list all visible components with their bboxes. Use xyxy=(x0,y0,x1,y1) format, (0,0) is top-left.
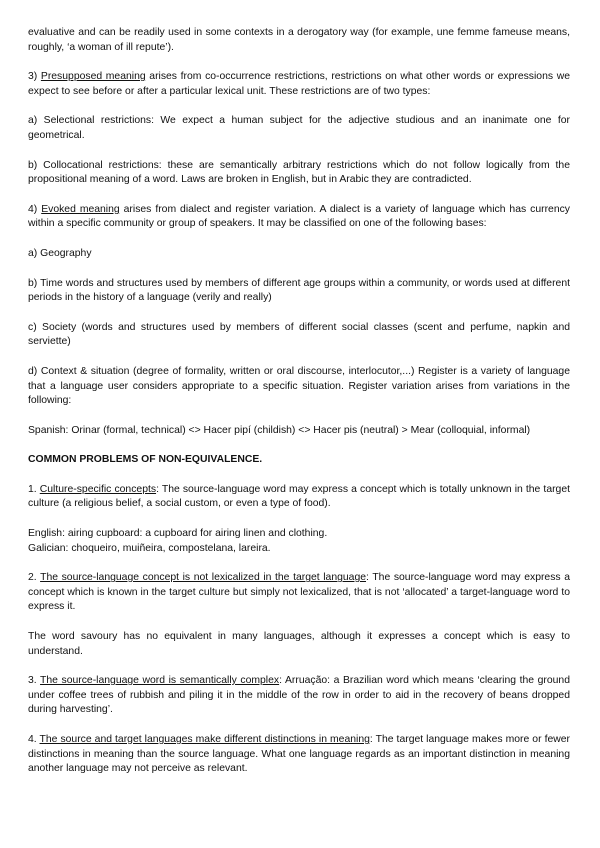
paragraph-semantically-complex xyxy=(28,674,570,718)
paragraph-collocational-restrictions: b) Collocational restrictions: these are semantically arbitrary restrictions which do not follow logically from the propositional meaning of a word. Laws are broken in English, but in Arabic they are contradicted. xyxy=(28,159,570,186)
paragraph-time: b) Time words and structures used by members of different age groups within a community, or words used at different periods in the history of a language (verily and really) xyxy=(28,277,570,304)
term-different-distinctions: The source and target languages make different distinctions in meaning xyxy=(39,734,370,745)
definition-text: : The target language makes more or fewer distinctions in meaning than the source language. What one language regards as an important distinction in meaning another language may not perceive as relevant. xyxy=(28,734,570,775)
paragraph-evoked-meaning xyxy=(28,203,570,232)
paragraph-context-situation: d) Context & situation (degree of formality, written or oral discourse, interlocutor,...) Register is a variety of language that a language user considers appropriate to a specific situation. Register variation arises from variations in the following: xyxy=(28,365,570,407)
paragraph-not-lexicalized xyxy=(28,571,570,615)
item-number: 3) xyxy=(28,71,41,83)
paragraph-different-distinctions xyxy=(28,733,570,777)
example-english: English: airing cupboard: a cupboard for airing linen and clothing. xyxy=(28,528,328,540)
paragraph-selectional-restrictions: a) Selectional restrictions: We expect a human subject for the adjective studious and an inanimate one for geometrical. xyxy=(28,115,570,141)
definition-text: : Arruação: a Brazilian word which means ‘clearing the ground under coffee trees of rubbish and piling it in the middle of the row in order to aid in the recovery of beans dropped during harvesting’. xyxy=(28,675,570,716)
term-evoked-meaning: Evoked meaning xyxy=(41,203,120,215)
paragraph-evaluative: evaluative and can be readily used in some contexts in a derogatory way (for example, une femme fameuse means, roughly, ‘a woman of ill repute’). xyxy=(28,27,570,53)
section-heading: COMMON PROBLEMS OF NON-EQUIVALENCE. xyxy=(28,454,263,466)
item-number: 1. xyxy=(28,483,40,495)
paragraph-culture-specific xyxy=(28,483,570,512)
definition-text: : The source-language word may express a concept which is known in the target culture but simply not lexicalized, that is not ‘allocated’ a target-language word to express it. xyxy=(28,572,570,613)
paragraph-society: c) Society (words and structures used by members of different social classes (scent and perfume, napkin and serviette) xyxy=(28,321,570,348)
paragraph-savoury-example: The word savoury has no equivalent in many languages, although it expresses a concept which is easy to understand. xyxy=(28,631,570,657)
item-number: 4. xyxy=(28,734,40,745)
term-culture-specific-concepts: Culture-specific concepts xyxy=(39,483,157,495)
term-semantically-complex: The source-language word is semantically complex xyxy=(40,675,280,687)
paragraph-spanish-example: Spanish: Orinar (formal, technical) <> Hacer pipí (childish) <> Hacer pis (neutral) > Mear (colloquial, informal) xyxy=(28,424,531,436)
item-number: 3. xyxy=(28,675,41,687)
example-galician: Galician: choqueiro, muiñeira, compostelana, lareira. xyxy=(28,542,271,554)
item-number: 2. xyxy=(28,572,41,584)
definition-text: arises from dialect and register variation. A dialect is a variety of language which has currency within a specific community or group of speakers. It may be classified on one of the following bases: xyxy=(28,203,570,230)
item-number: 4) xyxy=(28,203,42,215)
document-page xyxy=(28,26,570,792)
term-not-lexicalized: The source-language concept is not lexicalized in the target language xyxy=(40,572,367,584)
paragraph-geography: a) Geography xyxy=(28,247,92,259)
definition-text: arises from co-occurrence restrictions, restrictions on what other words or expressions we expect to see before or after a particular lexical unit. These restrictions are of two types: xyxy=(28,71,570,97)
term-presupposed-meaning: Presupposed meaning xyxy=(40,71,146,83)
definition-text: : The source-language word may express a concept which is totally unknown in the target culture (a religious belief, a social custom, or even a type of food). xyxy=(28,483,570,510)
paragraph-presupposed-meaning xyxy=(28,70,570,99)
